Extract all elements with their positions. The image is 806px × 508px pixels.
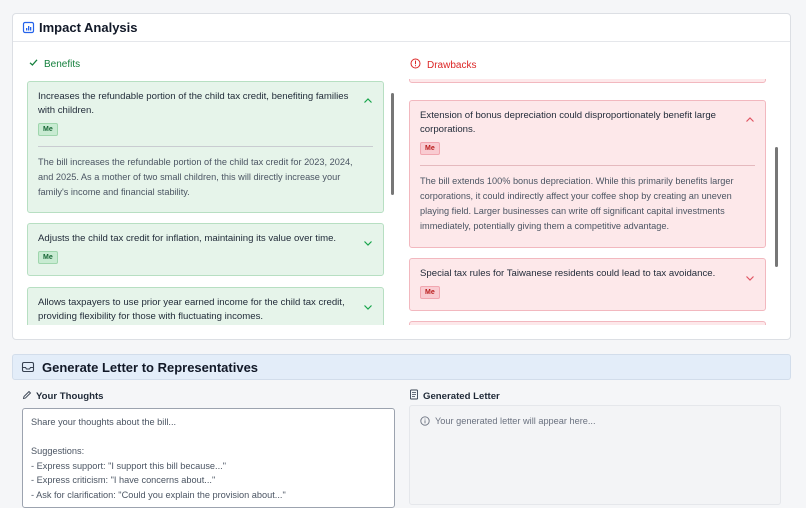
your-thoughts-textarea[interactable]: Share your thoughts about the bill... Suggestions: - Express support: "I support this bill because..." - Express criticism: "I have concerns about..." - Ask for clarification: "Could you explain the provision about..." (22, 408, 395, 508)
generated-letter-output (409, 405, 781, 505)
generated-letter-label: Generated Letter (423, 390, 500, 402)
drawback-title: Special tax rules for Taiwanese residents could lead to tax avoidance. (420, 268, 716, 279)
info-icon (420, 416, 430, 428)
benefit-title: Allows taxpayers to use prior year earned income for the child tax credit, providing flexibility for those with fluctuating incomes. (38, 297, 345, 322)
document-icon (409, 389, 419, 403)
benefits-label: Benefits (44, 58, 81, 70)
drawback-detail: The bill extends 100% bonus depreciation. While this primarily benefits larger corporations, it could indirectly affect your coffee shop by creating an uneven playing field. Larger businesses can write off significant capital investments immediately, potentially giving them a competitive advantage. (420, 176, 734, 231)
generate-letter-header (12, 354, 791, 380)
benefit-item[interactable] (27, 287, 384, 325)
benefit-detail: The bill increases the refundable portion of the child tax credit for 2023, 2024, and 2025. As a mother of two small children, this will directly increase your family's income and financial stability. (38, 157, 353, 197)
me-badge: Me (38, 251, 58, 264)
drawback-item-partial[interactable] (409, 321, 766, 325)
your-thoughts-label: Your Thoughts (36, 391, 104, 402)
generate-letter-title: Generate Letter to Representatives (42, 359, 259, 375)
generated-letter-label-row (409, 389, 500, 403)
drawbacks-label: Drawbacks (427, 59, 477, 71)
drawback-item-expanded[interactable] (409, 100, 766, 248)
drawback-item[interactable] (409, 258, 766, 311)
divider (38, 146, 373, 147)
impact-analysis-card (12, 13, 791, 340)
your-thoughts-label-row (22, 390, 104, 403)
drawbacks-list[interactable] (409, 79, 783, 325)
chevron-down-icon[interactable] (363, 235, 373, 245)
generated-letter-placeholder: Your generated letter will appear here... (435, 416, 596, 426)
benefit-title: Increases the refundable portion of the child tax credit, benefiting families with children. (38, 91, 349, 116)
inbox-icon (21, 360, 35, 374)
chevron-up-icon[interactable] (745, 112, 755, 122)
alert-circle-icon (410, 58, 421, 72)
me-badge: Me (38, 123, 58, 136)
benefit-title: Adjusts the child tax credit for inflation, maintaining its value over time. (38, 233, 337, 244)
pencil-icon (22, 390, 32, 403)
chevron-up-icon[interactable] (363, 93, 373, 103)
me-badge: Me (420, 286, 440, 299)
chevron-down-icon[interactable] (745, 270, 755, 280)
impact-analysis-header (13, 14, 790, 42)
impact-analysis-title: Impact Analysis (39, 20, 138, 35)
benefit-item-expanded[interactable] (27, 81, 384, 213)
drawbacks-heading (410, 58, 476, 72)
benefit-item[interactable] (27, 223, 384, 276)
benefits-scrollbar[interactable] (391, 93, 394, 195)
drawbacks-scrollbar[interactable] (775, 147, 778, 267)
drawback-item-partial[interactable] (409, 79, 766, 83)
check-icon (29, 58, 38, 70)
chart-icon (22, 21, 35, 34)
benefits-heading (29, 58, 80, 70)
divider (420, 165, 755, 166)
benefits-list[interactable] (27, 79, 397, 325)
drawback-title: Extension of bonus depreciation could disproportionately benefit large corporations. (420, 110, 717, 135)
chevron-down-icon[interactable] (363, 299, 373, 309)
me-badge: Me (420, 142, 440, 155)
